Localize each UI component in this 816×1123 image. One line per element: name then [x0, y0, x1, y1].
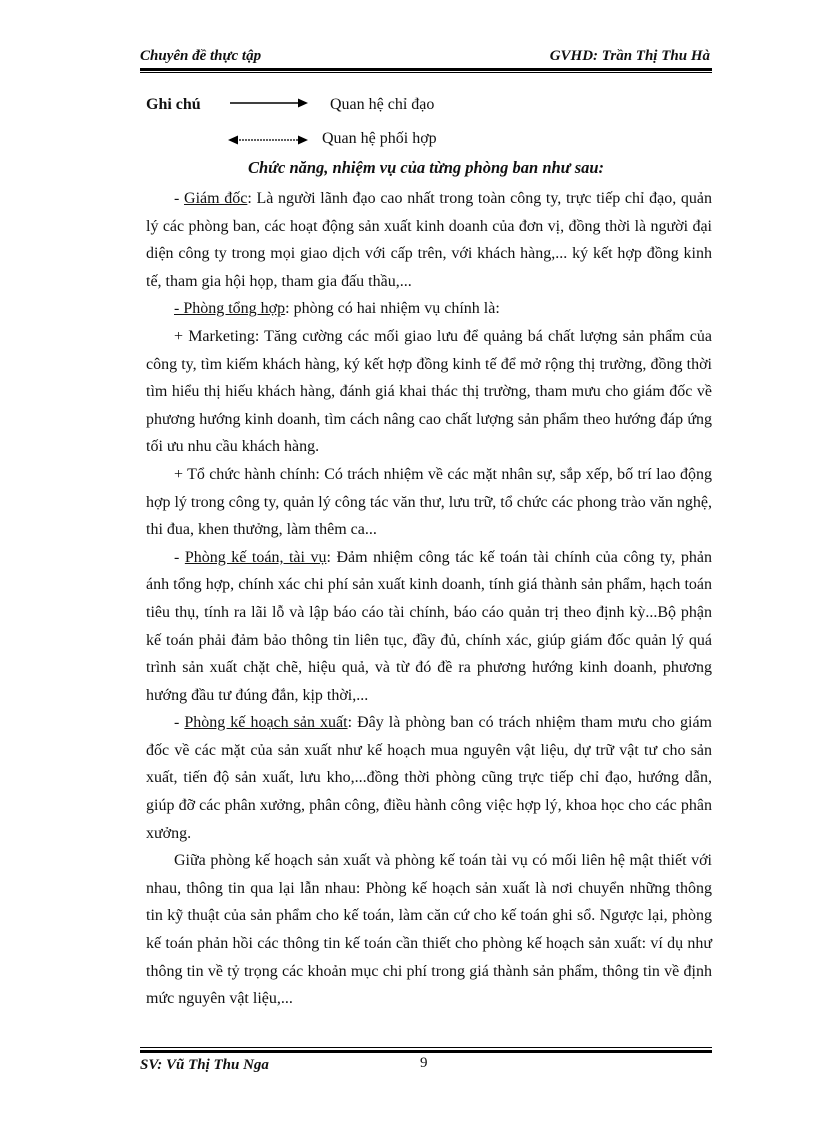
paragraph-director — [146, 185, 712, 295]
paragraph-general-dept — [146, 295, 712, 323]
term-director: Giám đốc — [184, 190, 248, 207]
term-general-dept: - Phòng tổng hợp — [174, 300, 286, 318]
right-arrow-icon — [230, 96, 310, 110]
paragraph-prefix: - — [174, 548, 185, 566]
legend-row-1 — [146, 96, 201, 114]
paragraph-text: : phòng có hai nhiệm vụ chính là: — [285, 300, 500, 318]
term-production-planning: Phòng kế hoạch sản xuất — [184, 714, 348, 732]
header-left-title: Chuyên đề thực tập — [140, 48, 262, 64]
header-rule — [140, 68, 712, 71]
paragraph-text: : Đảm nhiệm công tác kế toán tài chính của công ty, phản ánh tổng hợp, chính xác chi phí sản xuất kinh doanh, tính giá thành sản phẩm, hạch toán tiêu thụ, tính ra lãi lỗ và lập báo cáo tài chính, báo cáo quản trị theo định kỳ...Bộ phận kế toán phải đảm bảo thông tin liên tục, đầy đủ, chính xác, giúp giám đốc quản lý quá trình sản xuất chặt chẽ, hiệu quả, và từ đó đề ra phương hướng kinh doanh, phương hướng đầu tư đúng đắn, kịp thời,... — [146, 548, 713, 704]
page-header — [140, 40, 710, 68]
paragraph-prefix: - — [174, 714, 185, 732]
paragraph-production-planning — [146, 709, 712, 847]
paragraph-relationship — [146, 847, 712, 1013]
paragraph-text: + Marketing: Tăng cường các mối giao lưu để quảng bá chất lượng sản phẩm của công ty, tìm kiếm khách hàng, ký kết hợp đồng kinh tế để mở rộng thị trường, đồng thời tìm hiểu thị hiếu khách hàng, đánh giá khai thác thị trường, tham mưu cho giám đốc về phương hướng kinh doanh, tìm cách nâng cao chất lượng sản phẩm theo hướng đáp ứng tối ưu nhu cầu khách hàng. — [146, 327, 712, 456]
footer-rule-thin — [140, 1047, 712, 1048]
legend-label-directive: Quan hệ chỉ đạo — [330, 96, 435, 113]
legend-title: Ghi chú — [146, 96, 201, 113]
paragraph-admin — [146, 461, 712, 544]
paragraph-prefix: - — [174, 190, 185, 207]
paragraph-text: + Tổ chức hành chính: Có trách nhiệm về các mặt nhân sự, sắp xếp, bố trí lao động hợp lý trong công ty, quản lý công tác văn thư, lưu trữ, tổ chức các phong trào văn nghệ, thi đua, khen thưởng, làm thêm ca... — [146, 465, 712, 539]
section-title: Chức năng, nhiệm vụ của từng phòng ban như sau: — [247, 158, 605, 177]
paragraph-text: : Là người lãnh đạo cao nhất trong toàn công ty, trực tiếp chỉ đạo, quản lý các phòng ban, các hoạt động sản xuất kinh doanh của đơn vị, đồng thời là người đại diện công ty trong mọi giao dịch với cấp trên, với khách hàng,... ký kết hợp đồng kinh tế, tham gia hội họp, tham gia đấu thầu,... — [146, 190, 713, 290]
page-number: 9 — [420, 1055, 428, 1071]
term-accounting: Phòng kế toán, tài vụ — [184, 548, 327, 566]
footer-rule — [140, 1050, 712, 1053]
double-arrow-icon — [228, 133, 308, 147]
header-rule-thin — [140, 72, 712, 73]
paragraph-accounting — [146, 544, 712, 710]
paragraph-text: : Đây là phòng ban có trách nhiệm tham mưu cho giám đốc về các mặt của sản xuất như kế hoạch mua nguyên vật liệu, dự trữ vật tư cho sản xuất, tiến độ sản xuất, lưu kho,...đồng thời phòng cũng trực tiếp chỉ đạo, hướng dẫn, giúp đỡ các phân xưởng, phân công, điều hành công việc hợp lý, khoa học cho các phân xưởng. — [146, 714, 713, 842]
document-body — [146, 185, 712, 1013]
paragraph-text: Giữa phòng kế hoạch sản xuất và phòng kế toán tài vụ có mối liên hệ mật thiết với nhau, thông tin qua lại lẫn nhau: Phòng kế hoạch sản xuất là nơi chuyển những thông tin kỹ thuật của sản phẩm cho kế toán, làm căn cứ cho kế toán ghi sổ. Ngược lại, phòng kế toán phản hồi các thông tin kế toán cần thiết cho phòng kế hoạch sản xuất: ví dụ như thông tin về tỷ trọng các khoản mục chi phí trong giá thành sản phẩm, thông tin về định mức nguyên vật liệu,... — [146, 852, 712, 1008]
header-right-supervisor: GVHD: Trần Thị Thu Hà — [549, 48, 710, 64]
paragraph-marketing — [146, 323, 712, 461]
footer-student-name: SV: Vũ Thị Thu Nga — [140, 1057, 269, 1073]
legend-label-coordination: Quan hệ phối hợp — [322, 130, 437, 147]
